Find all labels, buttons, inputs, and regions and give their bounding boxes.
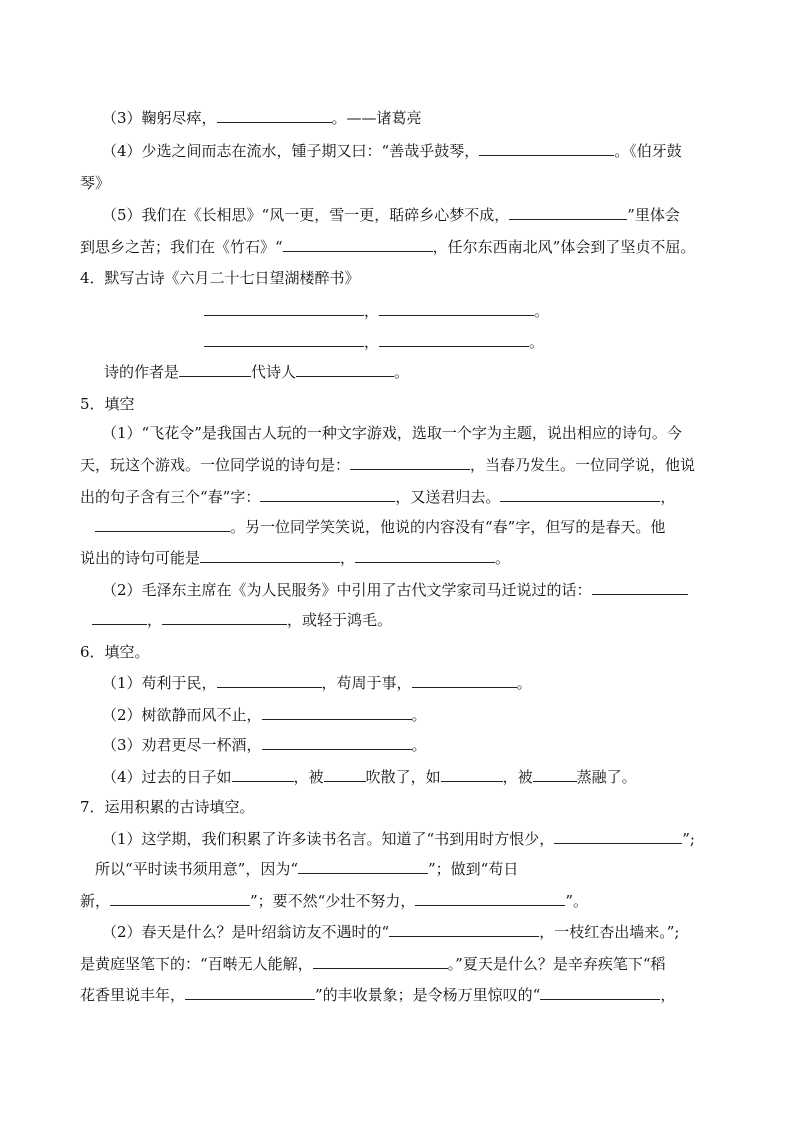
q7-1-line-2 (95, 859, 518, 879)
answer-blank[interactable] (162, 610, 287, 625)
question-text: 。 (529, 333, 545, 351)
q5-2-line-cont (92, 610, 392, 630)
answer-blank[interactable] (379, 332, 529, 347)
q5-1-line-2 (80, 455, 695, 475)
q3-3-line (102, 108, 422, 128)
answer-blank[interactable] (262, 705, 412, 720)
question-text: ”; (682, 830, 695, 848)
question-text: （3）鞠躬尽瘁， (102, 109, 217, 127)
question-text: （4）少选之间而志在流水，锺子期又曰：“善哉乎鼓琴， (102, 142, 480, 160)
q3-5-line (102, 205, 680, 225)
question-text: ”的丰收景象；是令杨万里惊叹的“ (315, 986, 541, 1004)
q7-heading (80, 797, 255, 817)
question-text: 。 (534, 302, 550, 320)
question-text: 。”夏天是什么？是辛弃疾笔下“稻 (447, 955, 666, 973)
answer-blank[interactable] (379, 301, 534, 316)
question-text: （3）劝君更尽一杯酒， (102, 736, 262, 754)
question-text: 。 (495, 549, 511, 567)
question-text: （1）这学期，我们积累了许多读书名言。知道了“书到用时方恨少， (102, 830, 555, 848)
question-text: 所以“平时读书须用意”，因为“ (95, 860, 299, 878)
answer-blank[interactable] (415, 891, 565, 906)
q7-2-line (102, 922, 679, 942)
question-text: 吹散了，如 (365, 768, 441, 786)
answer-blank[interactable] (262, 735, 412, 750)
q5-1-line-5 (80, 548, 510, 568)
answer-blank[interactable] (217, 673, 322, 688)
question-text: ， (364, 333, 380, 351)
question-text: 是黄庭坚笔下的：“百啭无人能解， (80, 955, 313, 973)
question-text: （2）毛泽东主席在《为人民服务》中引用了古代文学家司马迁说过的话： (102, 581, 592, 599)
answer-blank[interactable] (204, 332, 364, 347)
answer-blank[interactable] (389, 922, 539, 937)
question-text: ， (660, 986, 676, 1004)
question-text: ， (340, 549, 356, 567)
answer-blank[interactable] (479, 141, 614, 156)
answer-blank[interactable] (185, 985, 315, 1000)
q4-poem-line-2 (204, 332, 544, 352)
answer-blank[interactable] (95, 517, 230, 532)
question-text: ，任尔东西南北风”体会到了坚贞不屈。 (432, 238, 696, 256)
question-text: 。——诸葛亮 (331, 109, 422, 127)
question-text: ”。 (565, 892, 589, 910)
answer-blank[interactable] (441, 767, 503, 782)
q6-heading (80, 642, 150, 662)
answer-blank[interactable] (296, 362, 394, 377)
question-text: 。 (411, 706, 427, 724)
answer-blank[interactable] (350, 455, 470, 470)
answer-blank[interactable] (283, 237, 433, 252)
q3-4-line (102, 141, 682, 161)
answer-blank[interactable] (412, 673, 517, 688)
question-text: 天，玩这个游戏。一位同学说的诗句是： (80, 456, 351, 474)
q5-heading (80, 394, 135, 414)
question-text: ，被 (293, 768, 324, 786)
answer-blank[interactable] (355, 548, 495, 563)
q6-3-line (102, 735, 427, 755)
question-text: 。《伯牙鼓 (614, 142, 682, 160)
answer-blank[interactable] (298, 859, 428, 874)
question-text: 到思乡之苦；我们在《竹石》“ (80, 238, 283, 256)
answer-blank[interactable] (592, 580, 688, 595)
answer-blank[interactable] (200, 548, 340, 563)
answer-blank[interactable] (232, 767, 294, 782)
question-text: ，一枝红杏出墙来。”; (539, 923, 680, 941)
answer-blank[interactable] (324, 767, 366, 782)
answer-blank[interactable] (533, 767, 577, 782)
question-text: 。 (516, 674, 532, 692)
q7-2-line-2 (80, 954, 666, 974)
question-text: 代诗人 (251, 363, 297, 381)
q3-5-line-cont (80, 237, 695, 257)
q5-2-line (102, 580, 688, 600)
question-text: ， (364, 302, 380, 320)
q4-author-line (104, 362, 409, 382)
question-text: （5）我们在《长相思》“风一更，雪一更，聒碎乡心梦不成， (102, 206, 510, 224)
answer-blank[interactable] (217, 108, 332, 123)
question-text: 新， (80, 892, 111, 910)
question-text: ，或轻于鸿毛。 (287, 611, 393, 629)
answer-blank[interactable] (204, 301, 364, 316)
question-text: ”；要不然“少壮不努力， (250, 892, 416, 910)
answer-blank[interactable] (260, 487, 395, 502)
q4-poem-line-1 (204, 301, 549, 321)
answer-blank[interactable] (313, 954, 448, 969)
question-text: ”；做到“苟日 (428, 860, 519, 878)
answer-blank[interactable] (110, 891, 250, 906)
q7-1-line-3 (80, 891, 588, 911)
question-text: 说出的诗句可能是 (80, 549, 201, 567)
question-text: 花香里说丰年， (80, 986, 186, 1004)
question-text: 琴》 (80, 174, 111, 192)
question-text: ， (147, 611, 163, 629)
answer-blank[interactable] (509, 205, 627, 220)
question-text: ”里体会 (627, 206, 680, 224)
question-text: 出的句子含有三个“春”字： (80, 488, 261, 506)
q5-1-line (102, 423, 682, 443)
q5-1-line-4 (95, 517, 665, 537)
answer-blank[interactable] (92, 610, 147, 625)
q6-2-line (102, 705, 427, 725)
question-text: （1）“飞花令”是我国古人玩的一种文字游戏，选取一个字为主题，说出相应的诗句。今 (102, 424, 682, 442)
question-heading: 5．填空 (80, 395, 135, 413)
q4-heading (80, 268, 360, 288)
question-text: ，苟周于事， (321, 674, 412, 692)
question-text: 蒸融了。 (576, 768, 637, 786)
question-heading: 6．填空。 (80, 643, 150, 661)
question-heading: 4．默写古诗《六月二十七日望湖楼醉书》 (80, 269, 360, 287)
question-heading: 7．运用积累的古诗填空。 (80, 798, 255, 816)
question-text: ，当春乃发生。一位同学说，他说 (470, 456, 696, 474)
question-text: （2）春天是什么？是叶绍翁访友不遇时的“ (102, 923, 390, 941)
question-text: 。 (394, 363, 410, 381)
q3-4-line-cont (80, 173, 110, 193)
q7-1-line (102, 829, 695, 849)
question-text: （4）过去的日子如 (102, 768, 232, 786)
q7-2-line-3 (80, 985, 675, 1005)
answer-blank[interactable] (540, 985, 660, 1000)
q5-1-line-3 (80, 487, 675, 507)
question-text: ，被 (502, 768, 533, 786)
question-text: （2）树欲静而风不止， (102, 706, 262, 724)
q6-1-line (102, 673, 532, 693)
question-text: 诗的作者是 (104, 363, 180, 381)
q6-4-line (102, 767, 637, 787)
answer-blank[interactable] (500, 487, 660, 502)
question-text: ，又送君归去。 (395, 488, 501, 506)
question-text: 。 (411, 736, 427, 754)
answer-blank[interactable] (179, 362, 251, 377)
question-text: 。另一位同学笑笑说，他说的内容没有“春”字，但写的是春天。他 (230, 518, 666, 536)
question-text: （1）苟利于民， (102, 674, 217, 692)
question-text: ， (660, 488, 676, 506)
answer-blank[interactable] (554, 829, 682, 844)
